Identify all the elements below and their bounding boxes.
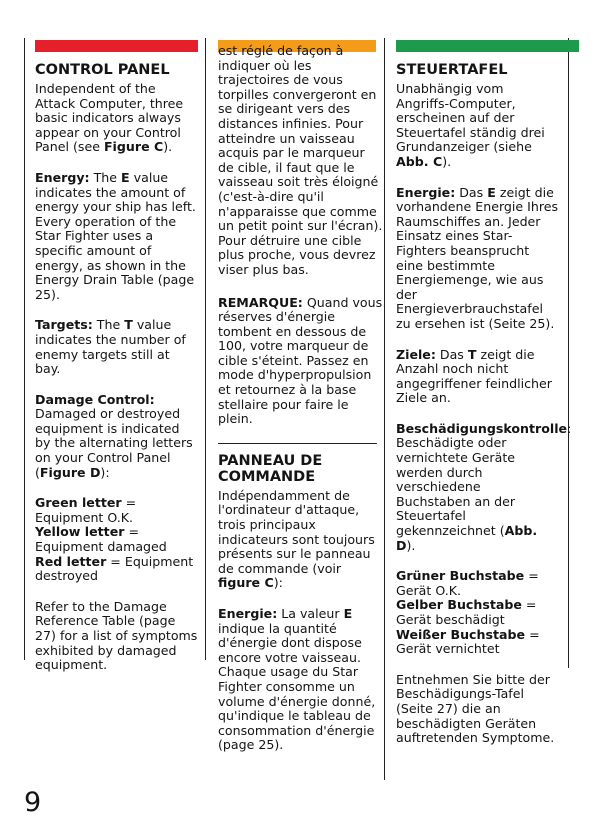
column-rule-mid-right — [384, 38, 385, 780]
column-rule-mid-left — [205, 38, 206, 660]
de-title: STEUERTAFEL — [396, 62, 508, 78]
en-title: CONTROL PANEL — [35, 62, 170, 78]
column-rule-left — [24, 38, 25, 660]
fr-divider — [218, 443, 377, 444]
en-damage-control: Damage Control: Damaged or destroyed equipment is indicated by the alternating letters on your Control Panel (Figure D): — [35, 391, 193, 480]
column-german — [396, 40, 572, 762]
red-bar — [35, 40, 198, 52]
en-energy: Energy: The E value indicates the amount of energy your ship has left. Every operation of the Star Fighter uses a specific amount of energy, as shown in the Energy Drain Table (page 25). — [35, 169, 196, 302]
green-bar — [396, 40, 579, 52]
page-number: 9 — [24, 787, 42, 818]
column-french — [218, 40, 383, 769]
fr-remarque: REMARQUE: Quand vous réserves d'énergie tombent en dessous de 100, votre marqueur de cible s'éteint. Passez en mode d'hyperpropulsion et retournez à la base stellaire pour faire le plein. — [218, 294, 383, 427]
column-rule-right — [568, 38, 569, 668]
en-refer: Refer to the Damage Reference Table (page 27) for a list of symptoms exhibited by damaged equipment. — [35, 598, 198, 673]
de-energie: Energie: Das E zeigt die vorhandene Energie Ihres Raumschiffes an. Jeder Einsatz eines Star-Fighters beansprucht eine bestimmte Energiemenge, wie aus der Energieverbrauchstafel zu ersehen ist (Seite 25). — [396, 184, 559, 331]
de-letter-legend: Grüner Buchstabe = Gerät O.K. Gelber Buchstabe = Gerät beschädigt Weißer Buchstabe = Gerät vernichtet — [396, 568, 540, 657]
fr-energie: Energie: La valeur E indique la quantité d'énergie dont dispose encore votre vaisseau. Chaque usage du Star Fighter consomme un volume d'énergie donné, qu'indique le tableau de consommation d'énergie (page 25). — [218, 606, 376, 753]
en-targets: Targets: The T value indicates the number of enemy targets still at bay. — [35, 317, 186, 377]
de-intro: Unabhängig vom Angriffs-Computer, erscheinen auf der Steuertafel ständig drei Grundanzeiger (siehe Abb. C). — [396, 81, 545, 169]
en-letter-legend: Green letter = Equipment O.K. Yellow letter = Equipment damaged Red letter = Equipment destroyed — [35, 495, 194, 584]
de-damage-control: Beschädigungskontrolle: Beschädigte oder vernichtete Geräte werden durch verschiedene Buchstaben an der Steuertafel gekennzeichnet (Abb. D). — [396, 420, 572, 553]
de-ziele: Ziele: Das T zeigt die Anzahl noch nicht angegriffener feindlicher Ziele an. — [396, 346, 552, 406]
fr-continued: est réglé de façon à indiquer où les trajectoires de vous torpilles convergeront en se dirigeant vers des distances infinies. Pour atteindre un vaisseau acquis par le marqueur de cible, il faut que le vaisseau soit très éloigné (c'est-à-dire qu'il n'apparaisse que comme un petit point sur l'écran). Pour détruire une cible plus proche, vous devrez viser plus bas. — [218, 43, 383, 277]
en-intro: Independent of the Attack Computer, three basic indicators always appear on your Control Panel (see Figure C). — [35, 81, 184, 155]
de-refer: Entnehmen Sie bitte der Beschädigungs-Tafel (Seite 27) die an beschädigten Geräten auftretenden Symptome. — [396, 671, 555, 746]
column-english — [35, 40, 198, 689]
fr-title: PANNEAU DE COMMANDE — [218, 452, 323, 485]
fr-intro: Indépendamment de l'ordinateur d'attaque, trois principaux indicateurs sont toujours présents sur le panneau de commande (voir figure C): — [218, 487, 375, 591]
